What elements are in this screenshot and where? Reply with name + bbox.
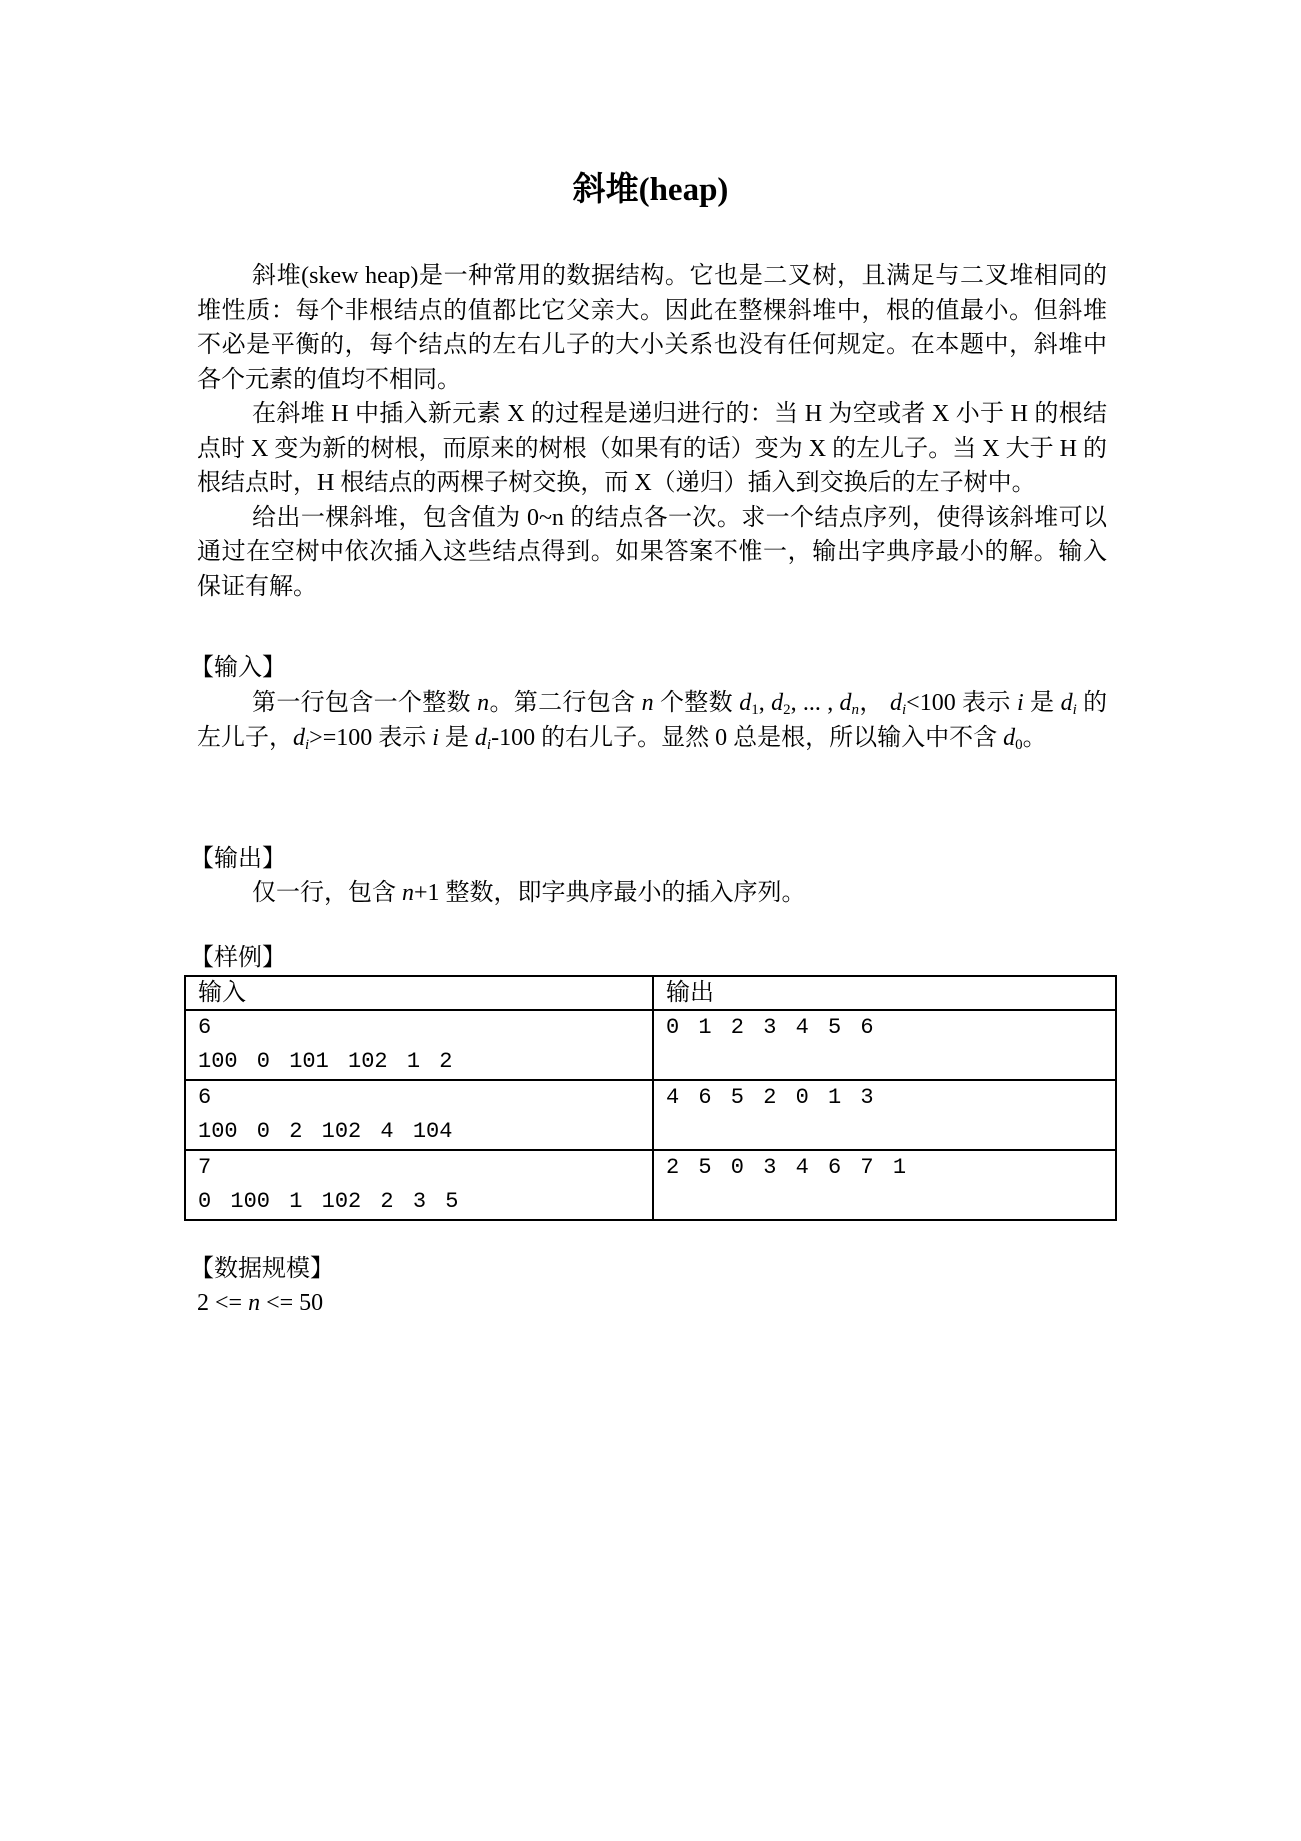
output-paragraph: 仅一行，包含 n+1 整数，即字典序最小的插入序列。	[252, 880, 806, 906]
table-row	[185, 1080, 1116, 1150]
sample-input-cell: 6 100 0 101 102 1 2	[185, 1010, 653, 1080]
sample-input-cell: 6 100 0 2 102 4 104	[185, 1080, 653, 1150]
sample-output-cell: 4 6 5 2 0 1 3	[653, 1080, 1116, 1150]
column-header-input: 输入	[185, 976, 653, 1010]
problem-description	[197, 259, 1107, 604]
description-paragraph: 斜堆(skew heap)是一种常用的数据结构。它也是二叉树，且满足与二叉堆相同的堆性质：每个非根结点的值都比它父亲大。因此在整棵斜堆中，根的值最小。但斜堆不必是平衡的，每个结点的左右儿子的大小关系也没有任何规定。在本题中，斜堆中各个元素的值均不相同。	[197, 263, 1107, 393]
description-paragraph: 在斜堆 H 中插入新元素 X 的过程是递归进行的：当 H 为空或者 X 小于 H 的根结点时 X 变为新的树根，而原来的树根（如果有的话）变为 X 的左儿子。当 X 大于 H 的根结点时，H 根结点的两棵子树交换，而 X（递归）插入到交换后的左子树中。	[197, 401, 1107, 496]
output-description	[197, 876, 1107, 911]
samples-heading: 【样例】	[190, 945, 286, 971]
column-header-output: 输出	[653, 976, 1116, 1010]
description-paragraph: 给出一棵斜堆，包含值为 0~n 的结点各一次。求一个结点序列，使得该斜堆可以通过在空树中依次插入这些结点得到。如果答案不惟一，输出字典序最小的解。输入保证有解。	[197, 504, 1107, 600]
table-header-row	[185, 976, 1116, 1010]
table-row	[185, 1150, 1116, 1220]
input-paragraph: 第一行包含一个整数 n。第二行包含 n 个整数 $d_1$, $d_2$, ... , $d_n$， $d_i<100$ 表示 i 是 $d_i$ 的左儿子，$d_i>=100$ 表示 i 是 $d_i-100$ 的右儿子。显然 0 总是根，所以输入中不含 $d_0$。	[197, 690, 1108, 753]
sample-output-cell: 0 1 2 3 4 5 6	[653, 1010, 1116, 1080]
constraints-text: 2 <= n <= 50	[197, 1290, 324, 1316]
problem-title: 斜堆(heap)	[572, 172, 729, 208]
sample-input-cell: 7 0 100 1 102 2 3 5	[185, 1150, 653, 1220]
input-description	[197, 686, 1107, 755]
table-row	[185, 1010, 1116, 1080]
input-heading: 【输入】	[190, 655, 286, 681]
samples-table	[184, 975, 1117, 1221]
output-heading: 【输出】	[190, 846, 286, 872]
constraints-heading: 【数据规模】	[190, 1256, 334, 1282]
sample-output-cell: 2 5 0 3 4 6 7 1	[653, 1150, 1116, 1220]
